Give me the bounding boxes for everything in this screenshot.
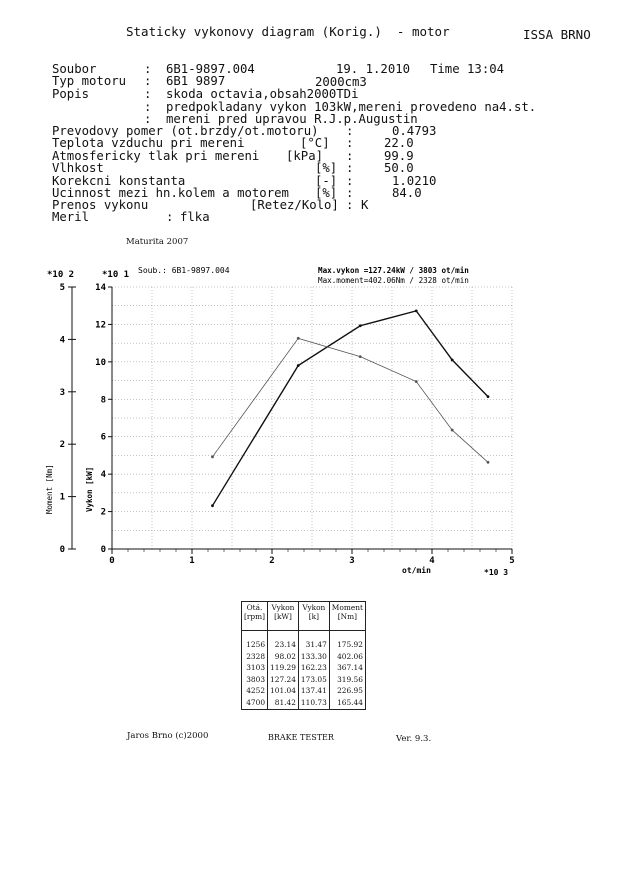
- param-label: Vlhkost: [52, 161, 104, 175]
- param-label: Korekcni konstanta: [52, 174, 186, 188]
- param-colon: :: [346, 136, 354, 150]
- power-tick-label: 8: [100, 395, 106, 406]
- y-scale-moment: *10 2: [47, 270, 75, 280]
- power-series-line: [212, 311, 488, 506]
- power-point: [415, 309, 418, 312]
- x-tick-label: 5: [509, 556, 515, 566]
- param-unit: [-]: [315, 174, 338, 188]
- handwritten-note: Maturita 2007: [126, 237, 189, 247]
- soubor-value: 6B1-9897.004: [166, 62, 255, 76]
- footer-copyright: Jaros Brno (c)2000: [127, 731, 209, 741]
- power-tick-label: 2: [100, 507, 106, 518]
- x-scale-label: *10 3: [484, 568, 509, 577]
- meril-value: flka: [180, 210, 210, 224]
- meril-label: Meril: [52, 210, 90, 224]
- chart-series: [211, 309, 489, 507]
- param-label: Prevodovy pomer (ot.brzdy/ot.motoru): [52, 124, 319, 138]
- y-axis-label-power: Vykon [kW]: [85, 466, 94, 512]
- chart-labels: [45, 266, 508, 577]
- param-colon: :: [346, 174, 354, 188]
- x-tick-label: 3: [349, 556, 355, 566]
- table-header-row: [242, 602, 366, 631]
- param-unit: [Retez/Kolo]: [250, 198, 339, 212]
- chart-grid: [112, 287, 512, 549]
- y-scale-power: *10 1: [102, 270, 130, 280]
- max-moment-label: Max.moment=402.06Nm / 2328 ot/min: [318, 276, 469, 285]
- param-label: Teplota vzduchu pri mereni: [52, 136, 245, 150]
- popis-colon-1: :: [144, 87, 152, 101]
- popis-colon-3: :: [144, 112, 152, 126]
- x-tick-label: 1: [189, 556, 195, 566]
- power-point: [359, 324, 362, 327]
- popis-label: Popis: [52, 87, 90, 101]
- param-unit: [%]: [315, 186, 338, 200]
- soubor-colon: :: [144, 62, 152, 76]
- col-header-k: Vykon [k]: [298, 602, 329, 631]
- moment-tick-label: 5: [59, 283, 65, 293]
- power-tick-label: 6: [100, 432, 106, 443]
- footer-version: Ver. 9.3.: [396, 734, 432, 744]
- param-unit: [kPa]: [286, 149, 324, 163]
- footer-product: BRAKE TESTER: [268, 733, 334, 742]
- moment-point: [297, 337, 300, 340]
- moment-point: [359, 355, 362, 358]
- col-header-rpm: Otá. [rpm]: [242, 602, 268, 631]
- param-value: 0.4793: [392, 124, 437, 138]
- page-title: Staticky vykonovy diagram (Korig.) - motor: [126, 24, 450, 39]
- displacement: 2000cm3: [315, 75, 367, 89]
- table-row: 1256 23.14 31.47 175.92: [242, 639, 366, 651]
- popis-line-1: skoda octavia,obsah2000TDi: [166, 87, 359, 101]
- meril-colon: :: [166, 210, 174, 224]
- moment-point: [211, 455, 214, 458]
- moment-tick-label: 3: [59, 387, 65, 398]
- param-value: 22.0: [384, 136, 414, 150]
- col-header-kw: Vykon [kW]: [268, 602, 299, 631]
- power-tick-label: 4: [100, 470, 106, 481]
- param-label: Ucinnost mezi hn.kolem a motorem: [52, 186, 289, 200]
- param-value: 99.9: [384, 149, 414, 163]
- table-row: 4252 101.04 137.41 226.95: [242, 685, 366, 697]
- power-point: [487, 395, 490, 398]
- param-value: 84.0: [392, 186, 422, 200]
- param-label: Atmosfericky tlak pri mereni: [52, 149, 260, 163]
- moment-point: [415, 380, 418, 383]
- power-tick-label: 12: [95, 320, 106, 331]
- param-unit: [%]: [315, 161, 338, 175]
- company-name: ISSA BRNO: [523, 27, 591, 42]
- x-tick-label: 2: [269, 556, 275, 566]
- popis-line-3: mereni pred upravou R.J.p.Augustin: [166, 112, 418, 126]
- x-axis-label: ot/min: [402, 566, 431, 575]
- results-table: [241, 601, 366, 710]
- param-colon: :: [346, 124, 354, 138]
- param-colon: :: [346, 198, 354, 212]
- param-value: 1.0210: [392, 174, 437, 188]
- y-axis-label-moment: Moment [Nm]: [45, 464, 54, 514]
- power-tick-label: 14: [95, 283, 106, 293]
- chart-ticks: [60, 283, 515, 566]
- power-tick-label: 0: [100, 545, 106, 555]
- moment-point: [487, 461, 490, 464]
- table-row: 2328 98.02 133.30 402.06: [242, 651, 366, 663]
- moment-tick-label: 4: [59, 335, 65, 346]
- power-tick-label: 10: [95, 357, 106, 368]
- test-time: Time 13:04: [430, 62, 505, 76]
- table-row: 3803 127.24 173.05 319.56: [242, 674, 366, 686]
- power-point: [451, 359, 454, 362]
- popis-line-2: predpokladany vykon 103kW,mereni provedeno na4.st.: [166, 100, 537, 114]
- power-point: [297, 364, 300, 367]
- moment-tick-label: 2: [59, 440, 65, 451]
- table-row: 3103 119.29 162.23 367.14: [242, 662, 366, 674]
- max-power-label: Max.vykon =127.24kW / 3803 ot/min: [318, 266, 469, 275]
- param-colon: :: [346, 149, 354, 163]
- popis-colon-2: :: [144, 100, 152, 114]
- x-tick-label: 0: [109, 556, 115, 566]
- soubor-label: Soubor: [52, 62, 97, 76]
- test-date: 19. 1.2010: [336, 62, 411, 76]
- typ-colon: :: [144, 74, 152, 88]
- table-spacer: [242, 631, 366, 640]
- col-header-moment: Moment [Nm]: [329, 602, 365, 631]
- power-point: [211, 504, 214, 507]
- param-colon: :: [346, 161, 354, 175]
- typ-label: Typ motoru: [52, 74, 127, 88]
- param-unit: [°C]: [300, 136, 330, 150]
- param-value: 50.0: [384, 161, 414, 175]
- param-colon: :: [346, 186, 354, 200]
- table-row: 4700 81.42 110.73 165.44: [242, 697, 366, 709]
- moment-series-line: [212, 338, 488, 462]
- moment-point: [451, 429, 454, 432]
- param-label: Prenos vykonu: [52, 198, 149, 212]
- param-value: K: [361, 198, 369, 212]
- typ-value: 6B1 9897: [166, 74, 226, 88]
- x-tick-label: 4: [429, 556, 435, 566]
- moment-tick-label: 0: [59, 545, 65, 555]
- moment-tick-label: 1: [59, 492, 65, 503]
- chart-soubor: Soub.: 6B1-9897.004: [138, 266, 230, 275]
